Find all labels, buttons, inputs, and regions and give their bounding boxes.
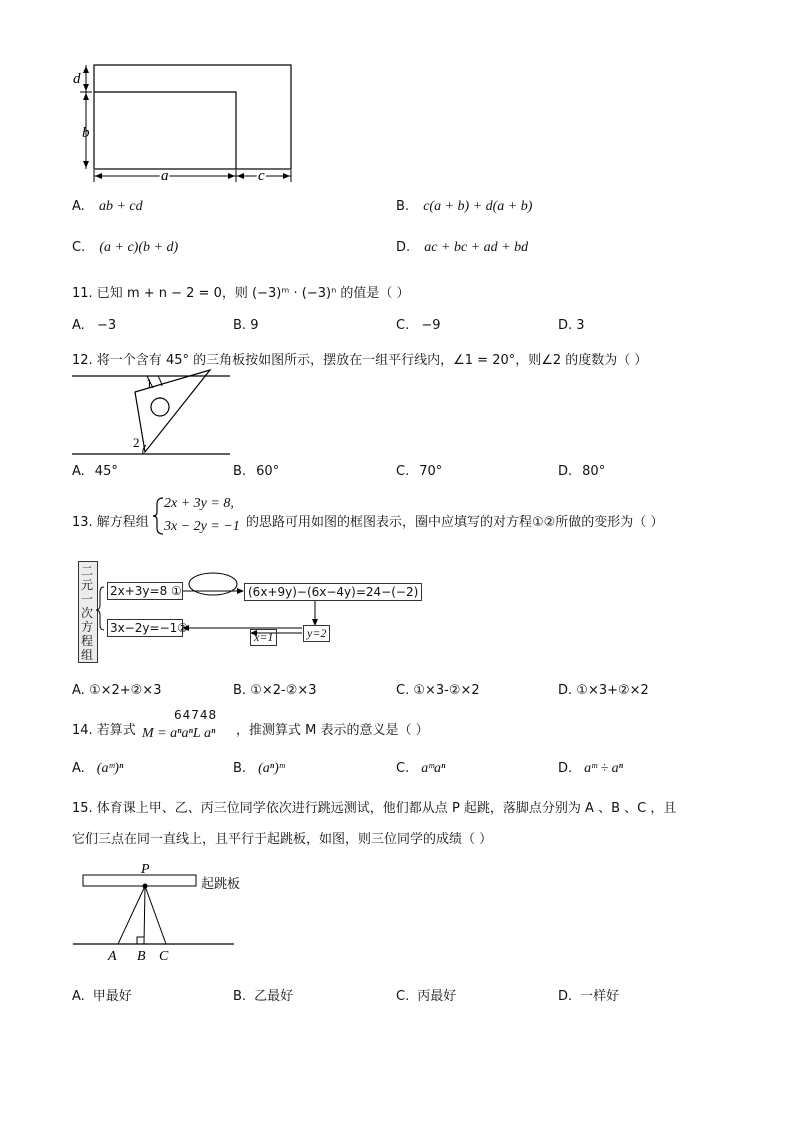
option-text: 乙最好 bbox=[254, 989, 294, 1004]
option-text: 45° bbox=[94, 464, 118, 479]
option-letter: B. bbox=[233, 318, 247, 333]
q12-option-d[interactable] bbox=[558, 464, 605, 479]
option-letter: B. bbox=[233, 989, 247, 1004]
angle-1-label: 1 bbox=[146, 376, 153, 391]
q10-option-b[interactable] bbox=[396, 199, 532, 215]
option-letter: C. bbox=[396, 989, 410, 1004]
q15-option-c[interactable] bbox=[396, 985, 456, 1004]
q15-option-d[interactable] bbox=[558, 985, 619, 1004]
option-text: −3 bbox=[96, 318, 117, 333]
q15-stem-line2: 它们三点在同一直线上，且平行于起跳板，如图，则三位同学的成绩（ ） bbox=[72, 832, 493, 847]
point-p-label: P bbox=[141, 862, 150, 877]
option-expr: c(a + b) + d(a + b) bbox=[423, 199, 533, 214]
q15-option-b[interactable] bbox=[233, 985, 293, 1004]
q12-option-c[interactable] bbox=[396, 464, 442, 479]
flow-box-eq1: 2x+3y=8 ① bbox=[107, 582, 183, 600]
point-b-label: B bbox=[137, 949, 146, 964]
q12-stem: 12. 将一个含有 45° 的三角板按如图所示，摆放在一组平行线内，∠1 = 20°，则∠2 的度数为（ ） bbox=[72, 353, 648, 368]
side-char-4: 次 bbox=[81, 606, 94, 620]
option-expr: ab + cd bbox=[98, 199, 143, 214]
q14-prefix: 14. 若算式 bbox=[72, 723, 136, 738]
flow-box-eq2: 3x−2y=−1② bbox=[107, 619, 183, 637]
option-text: aᵐ ÷ aⁿ bbox=[584, 761, 624, 776]
option-letter: C. bbox=[396, 761, 410, 776]
q10-option-c[interactable] bbox=[72, 240, 178, 256]
option-letter: C. bbox=[396, 464, 410, 479]
point-a-label: A bbox=[108, 949, 117, 964]
q13-stem-prefix: 13. 解方程组 bbox=[72, 515, 149, 530]
option-text: 60° bbox=[256, 464, 280, 479]
q14-suffix: ，推测算式 M 表示的意义是（ ） bbox=[236, 723, 429, 738]
option-text: (aᵐ)ⁿ bbox=[96, 761, 124, 776]
option-text: aᵐaⁿ bbox=[421, 761, 446, 776]
option-letter: B. bbox=[233, 761, 247, 776]
q15-option-a[interactable] bbox=[72, 985, 132, 1004]
label-c: c bbox=[258, 168, 265, 184]
q15-stem-line1: 15. 体育课上甲、乙、丙三位同学依次进行跳远测试，他们都从点 P 起跳，落脚点分别为 A 、B 、C ，且 bbox=[72, 801, 677, 816]
q13-eq1: 2x + 3y = 8, bbox=[164, 496, 234, 511]
q13-stem-suffix: 的思路可用如图的框图表示，圈中应填写的对方程①②所做的变形为（ ） bbox=[246, 515, 664, 530]
q12-option-b[interactable] bbox=[233, 464, 279, 479]
option-letter: A. bbox=[72, 199, 85, 214]
side-char-7: 组 bbox=[81, 648, 94, 662]
q11-option-c[interactable] bbox=[396, 318, 441, 333]
option-letter: B. bbox=[233, 464, 247, 479]
option-text: 9 bbox=[250, 318, 259, 333]
option-text: 80° bbox=[582, 464, 606, 479]
q11-option-b[interactable] bbox=[233, 318, 258, 333]
option-letter: D. bbox=[396, 240, 411, 255]
q13-option-c[interactable] bbox=[396, 683, 480, 698]
q11-stem: 11. 已知 m + n − 2 = 0，则 (−3)ᵐ · (−3)ⁿ 的值是（ ） bbox=[72, 286, 410, 301]
option-text: (aⁿ)ᵐ bbox=[258, 761, 285, 776]
option-text: 一样好 bbox=[580, 989, 620, 1004]
option-letter: B. bbox=[396, 199, 410, 214]
q14-option-c[interactable] bbox=[396, 761, 445, 777]
q13-option-a[interactable] bbox=[72, 683, 161, 698]
q14-formula: M = aⁿaⁿL aⁿ bbox=[142, 726, 216, 741]
q14-option-d[interactable] bbox=[558, 761, 623, 777]
option-letter: B. bbox=[233, 683, 247, 698]
q14-option-a[interactable] bbox=[72, 761, 123, 777]
option-text: 甲最好 bbox=[92, 989, 132, 1004]
option-text: ①×3+②×2 bbox=[576, 683, 649, 698]
option-text: −9 bbox=[421, 318, 441, 333]
option-letter: C. bbox=[396, 318, 410, 333]
option-letter: A. bbox=[72, 464, 85, 479]
side-char-3: 一 bbox=[81, 592, 94, 606]
option-text: ①×2-②×3 bbox=[250, 683, 317, 698]
side-char-1: 二 bbox=[81, 564, 94, 578]
option-expr: ac + bc + ad + bd bbox=[424, 240, 529, 255]
flow-box-eliminate: (6x+9y)−(6x−4y)=24−(−2) bbox=[244, 583, 422, 601]
option-letter: A. bbox=[72, 989, 85, 1004]
option-letter: D. bbox=[558, 464, 573, 479]
point-c-label: C bbox=[159, 949, 169, 964]
option-text: 70° bbox=[419, 464, 443, 479]
takeoff-board-label: 起跳板 bbox=[201, 877, 241, 892]
q13-eq2: 3x − 2y = −1 bbox=[164, 519, 240, 534]
option-letter: D. bbox=[558, 318, 573, 333]
q10-option-d[interactable] bbox=[396, 240, 528, 256]
flow-box-x: x=1 bbox=[250, 629, 277, 646]
option-letter: D. bbox=[558, 761, 573, 776]
option-text: ①×3-②×2 bbox=[413, 683, 480, 698]
q14-brace-top: 64748 bbox=[174, 708, 218, 722]
side-char-5: 方 bbox=[81, 620, 94, 634]
q13-option-b[interactable] bbox=[233, 683, 317, 698]
angle-2-label: 2 bbox=[133, 435, 140, 450]
option-expr: (a + c)(b + d) bbox=[99, 240, 179, 255]
side-char-2: 元 bbox=[81, 578, 94, 592]
option-letter: A. bbox=[72, 318, 85, 333]
flow-box-y: y=2 bbox=[303, 625, 330, 642]
option-text: ①×2+②×3 bbox=[88, 683, 162, 698]
label-a: a bbox=[161, 168, 169, 184]
label-d: d bbox=[73, 71, 81, 87]
option-text: 丙最好 bbox=[417, 989, 457, 1004]
q12-option-a[interactable] bbox=[72, 464, 118, 479]
q11-option-a[interactable] bbox=[72, 318, 116, 333]
q10-option-a[interactable] bbox=[72, 199, 143, 215]
option-text: 3 bbox=[576, 318, 585, 333]
option-letter: C. bbox=[72, 240, 86, 255]
q13-option-d[interactable] bbox=[558, 683, 649, 698]
option-letter: A. bbox=[72, 683, 85, 698]
option-letter: D. bbox=[558, 683, 573, 698]
option-letter: C. bbox=[396, 683, 410, 698]
option-letter: A. bbox=[72, 761, 85, 776]
q11-option-d[interactable] bbox=[558, 318, 585, 333]
q14-option-b[interactable] bbox=[233, 761, 285, 777]
label-b: b bbox=[82, 125, 90, 141]
side-char-6: 程 bbox=[81, 634, 94, 648]
option-letter: D. bbox=[558, 989, 573, 1004]
